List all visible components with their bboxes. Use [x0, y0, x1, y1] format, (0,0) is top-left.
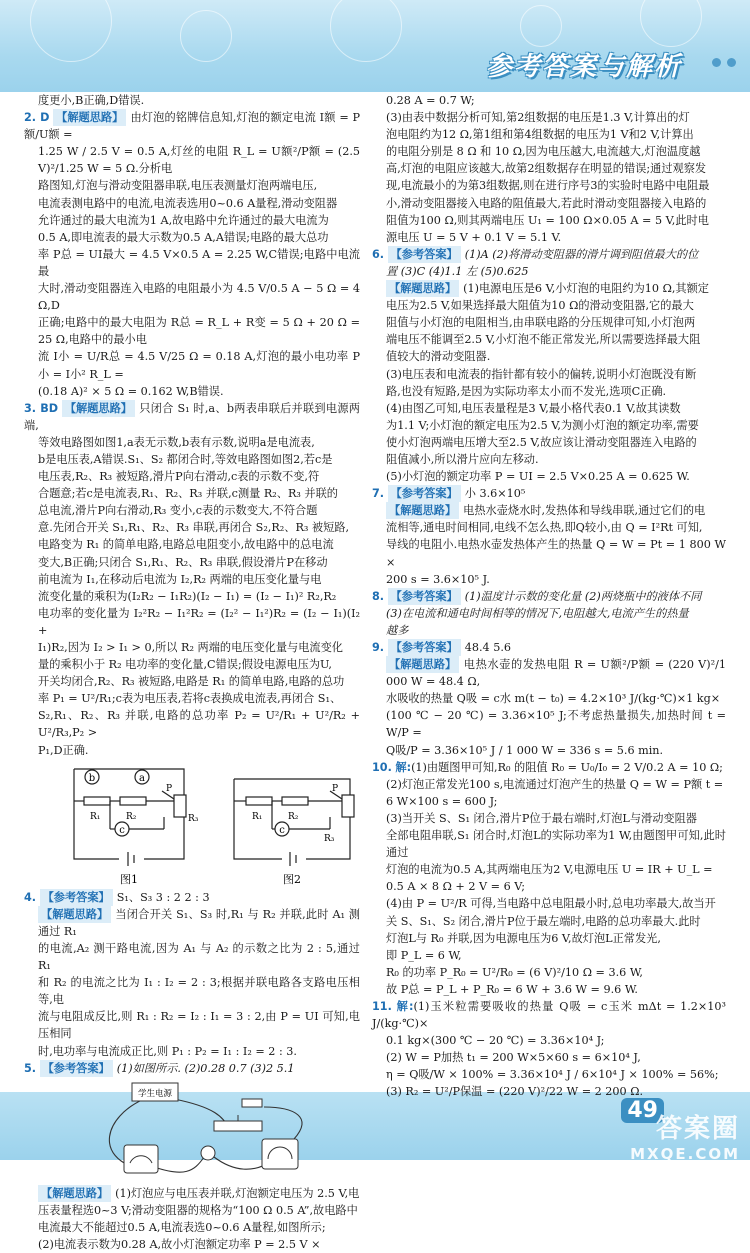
left-column — [24, 92, 360, 1253]
decorative-circle — [330, 0, 402, 62]
text-line: 电热水壶烧水时,发热体和导线串联,通过它们的电 — [463, 504, 706, 518]
text-line: 水吸收的热量 Q吸 = c水 m(t − t₀) = 4.2×10³ J/(kg·℃)×1 kg× — [386, 692, 721, 706]
text-line: 开关均闭合,R₂、R₃ 被短路,电路是 R₁ 的简单电路,电路的总功 — [38, 675, 345, 689]
text-line: I₁)R₂,因为 I₂ > I₁ > 0,所以 R₂ 两端的电压变化量与电流变化 — [38, 641, 343, 654]
text-line: 当闭合开关 S₁、S₃ 时,R₁ 与 R₂ 并联,此时 A₁ 测通过 R₁ — [38, 907, 360, 938]
text-line: P₁,D正确. — [38, 743, 89, 757]
question-11 — [372, 998, 726, 1032]
question-number: 7. — [372, 487, 385, 501]
meter-label-b: b — [88, 772, 96, 784]
text-line: 电流最大不能超过0.5 A,电流表选0~0.6 A量程,如图所示; — [38, 1220, 326, 1234]
question-6 — [372, 246, 726, 263]
text-line: 意.先闭合开关 S₁,R₁、R₂、R₃ 串联,再闭合 S₂,R₂、R₃ 被短路, — [38, 521, 350, 535]
decorative-circle — [520, 5, 562, 47]
ammeter-icon — [124, 1145, 158, 1173]
text-line: 为1.1 V;小灯泡的额定电压为2.5 V,为测小灯泡的额定功率,需要 — [386, 418, 699, 432]
figure-2-caption: 图2 — [283, 872, 301, 886]
text-line: (2) W = P加热 t₁ = 200 W×5×60 s = 6×10⁴ J, — [386, 1051, 641, 1065]
answer-tag: 【参考答案】 — [388, 246, 461, 263]
text-line: (100 ℃ − 20 ℃) = 3.36×10⁵ J;不考虑热量损失,加热时间 t = W/P = — [386, 709, 726, 740]
answer-tag: 【参考答案】 — [388, 588, 461, 605]
page-number: 49 — [621, 1098, 664, 1123]
text-line: 0.1 kg×(300 ℃ − 20 ℃) = 3.36×10⁴ J; — [386, 1034, 605, 1048]
question-3 — [24, 400, 360, 434]
header-title: 参考答案与解析 — [485, 52, 682, 82]
text-line: 总电流,滑片P向右滑动,R₃ 变小,c表的示数变大,不符合题 — [38, 504, 318, 518]
text-line: 电热水壶的发热电阻 R = U额²/P额 = (220 V)²/1 000 W = 48.4 Ω, — [386, 658, 726, 689]
solution-line — [24, 906, 360, 940]
text-line: 高,灯泡的电阻应该越大,故第2组数据存在明显的错误;通过观察发 — [386, 162, 707, 176]
solution-line — [372, 502, 726, 519]
text-line: b是电压表,A错误.S₁、S₂ 都闭合时,等效电路图如图2,若c是 — [38, 452, 333, 466]
text-line: 0.5 A × 8 Ω + 2 V = 6 V; — [386, 880, 525, 894]
text-line: 电流表测电路中的电流,电流表选用0~0.6 A量程,滑动变阻器 — [38, 196, 338, 210]
slider-label-p: P — [166, 783, 173, 794]
text-line: 灯泡L与 R₀ 并联,因为电源电压为6 V,故灯泡L正常发光, — [386, 931, 661, 945]
question-4 — [24, 889, 360, 906]
text-line: 率 P₁ = U²/R₁;c表为电压表,若将c表换成电流表,再闭合 S₁、 — [38, 692, 342, 706]
decorative-circle — [180, 10, 232, 62]
solution-tag: 【解题思路】 — [38, 906, 111, 923]
answer-text: 48.4 5.6 — [464, 641, 512, 654]
slider-label-p: P — [332, 783, 339, 794]
meter-label-c: c — [279, 824, 285, 836]
circuit-diagram — [24, 759, 360, 889]
resistor-label-r1: R₁ — [90, 811, 101, 822]
text-line: 的电阻分别是 8 Ω 和 10 Ω,因为电压越大,电流越大,灯泡温度越 — [386, 145, 701, 159]
text-line: 前电流为 I₁,在移动后电流为 I₂,R₂ 两端的电压变化量与电 — [38, 572, 322, 586]
solution-line — [372, 280, 726, 297]
question-number: 9. — [372, 641, 385, 654]
text-line: 电压表,R₂、R₃ 被短路,滑片P向右滑动,c表的示数不变,符 — [38, 470, 320, 484]
text-line: 流 I小 = U/R总 = 4.5 V/25 Ω = 0.18 A,灯泡的最小电功率 P小 = I小² R_L = — [38, 350, 360, 381]
question-9 — [372, 639, 726, 656]
question-number: 8. — [372, 589, 385, 603]
resistor-label-r3: R₃ — [188, 813, 199, 824]
solution-line — [24, 1185, 360, 1202]
header-band — [0, 0, 750, 92]
text-line: 只闭合 S₁ 时,a、b两表串联后并联到电源两端, — [24, 401, 360, 432]
text-line: 值较大的滑动变阻器. — [386, 350, 491, 364]
solution-tag: 【解题思路】 — [386, 502, 459, 519]
solution-tag: 解: — [395, 760, 412, 774]
question-number: 10. — [372, 760, 392, 774]
rheostat-icon — [214, 1121, 262, 1131]
question-number: 11. — [372, 999, 392, 1013]
text-line: (4)由 P = U²/R 可得,当电路中总电阻最小时,总电功率最大,故当开 — [386, 897, 716, 911]
text-line: 源电压 U = 5 V + 0.1 V = 5.1 V. — [386, 230, 562, 244]
voltmeter-icon — [262, 1139, 298, 1169]
solution-tag: 【解题思路】 — [62, 400, 135, 417]
text-line: 度更小,B正确,D错误. — [38, 94, 145, 107]
question-number: 4. — [24, 890, 37, 904]
text-line: 合题意;若c是电流表,R₁、R₂、R₃ 并联,c测量 R₂、R₃ 并联的 — [38, 487, 338, 501]
text-line: (1)由题图甲可知,R₀ 的阻值 R₀ = U₀/I₀ = 2 V/0.2 A = 10 Ω; — [411, 760, 723, 774]
text-line: 0.5 A,即电流表的最大示数为0.5 A,A错误;电路的最大总功 — [38, 230, 329, 244]
solution-tag: 【解题思路】 — [386, 656, 459, 673]
text-line: 端电压不能调至2.5 V,小灯泡不能正常发光,所以需要选择最大阻 — [386, 333, 701, 347]
meter-label-c: c — [119, 824, 125, 836]
text-line: (1)灯泡应与电压表并联,灯泡额定电压为 2.5 V,电 — [115, 1186, 360, 1200]
text-line: 由灯泡的铭牌信息知,灯泡的额定电流 I额 = P额/U额 = — [24, 111, 360, 142]
figure-1-caption: 图1 — [120, 872, 138, 886]
bulb-icon — [201, 1146, 215, 1160]
text-line: 压表量程选0~3 V;滑动变阻器的规格为“100 Ω 0.5 A”,故电路中 — [38, 1203, 358, 1217]
text-line: 小,滑动变阻器接入电路的阻值最大,若此时滑动变阻器接入电路的 — [386, 196, 707, 210]
text-line: (0.18 A)² × 5 Ω = 0.162 W,B错误. — [38, 384, 224, 398]
answer-text: 越多 — [386, 623, 409, 637]
decorative-circle — [30, 0, 112, 62]
answer-tag: 【参考答案】 — [40, 889, 113, 906]
apparatus-figure — [24, 1077, 360, 1185]
text-line: (1)电源电压是6 V,小灯泡的电阻约为10 Ω,其额定 — [463, 282, 709, 296]
text-line: 使小灯泡两端电压增大至2.5 V,故应该让滑动变阻器连入电路的 — [386, 435, 697, 449]
answer-text: (1)温度计示数的变化量 (2)两烧瓶中的液体不同 — [464, 589, 702, 603]
switch-icon — [242, 1099, 262, 1107]
text-line: 等效电路图如图1,a表无示数,b表有示数,说明a是电流表, — [38, 435, 315, 449]
text-line: 阻值与小灯泡的电阻相当,由串联电路的分压规律可知,小灯泡两 — [386, 316, 696, 330]
question-number: 3. BD — [24, 401, 59, 415]
text-line: 1.25 W / 2.5 V = 0.5 A,灯丝的电阻 R_L = U额²/P额 = (2.5 V)²/1.25 W = 5 Ω.分析电 — [38, 145, 360, 176]
text-line: 允许通过的最大电流为1 A,故电路中允许通过的最大电流为 — [38, 213, 329, 227]
text-line: 故 P总 = P_L + P_R₀ = 6 W + 3.6 W = 9.6 W. — [386, 982, 638, 996]
solution-tag: 解: — [396, 999, 414, 1013]
answer-text: (1)如图所示. (2)0.28 0.7 (3)2 5.1 — [116, 1061, 295, 1075]
watermark-cn: 答案圈 — [655, 1114, 740, 1144]
answer-text: S₁、S₃ 3 : 2 2 : 3 — [116, 890, 210, 904]
meter-label-a: a — [139, 772, 145, 784]
text-line: 泡电阻约为12 Ω,第1组和第4组数据的电压为1 V和2 V,计算出 — [386, 128, 694, 142]
text-line: 电功率的变化量为 I₂²R₂ − I₁²R₂ = (I₂² − I₁²)R₂ = (I₂ − I₁)(I₂ + — [38, 606, 360, 637]
answer-text: 置 (3)C (4)1.1 左 (5)0.625 — [386, 264, 529, 278]
right-column — [372, 92, 726, 1101]
text-line: (1)玉米粒需要吸收的热量 Q吸 = c玉米 mΔt = 1.2×10³ J/(kg·℃)× — [372, 999, 726, 1031]
text-line: 和 R₂ 的电流之比为 I₁ : I₂ = 2 : 3;根据并联电路各支路电压相等,电 — [38, 976, 360, 1007]
solution-tag: 【解题思路】 — [386, 280, 459, 297]
text-line: 大时,滑动变阻器连入电路的电阻最小为 4.5 V/0.5 A − 5 Ω = 4 Ω,D — [38, 282, 360, 313]
text-line: (2)电流表示数为0.28 A,故小灯泡额定功率 P = 2.5 V × — [38, 1237, 321, 1251]
text-line: (3) R₂ = U²/P保温 = (220 V)²/22 W = 2 200 Ω. — [386, 1085, 644, 1099]
text-line: 全部电阻串联,S₁ 闭合时,灯泡L的实际功率为1 W,由题图甲可知,此时通过 — [386, 829, 726, 860]
resistor-label-r1: R₁ — [252, 811, 263, 822]
text-line: (2)灯泡正常发光100 s,电流通过灯泡产生的热量 Q = W = P额 t = — [386, 777, 724, 791]
question-number: 6. — [372, 247, 385, 261]
text-line: (4)由图乙可知,电压表量程是3 V,最小格代表0.1 V,故其读数 — [386, 401, 681, 415]
answer-tag: 【参考答案】 — [40, 1060, 113, 1077]
text-line: (3)由表中数据分析可知,第2组数据的电压是1.3 V,计算出的灯 — [386, 111, 690, 125]
text-line: 导线的电阻小.电热水壶发热体产生的热量 Q = W = Pt = 1 800 W × — [386, 538, 726, 569]
text-line: 现,电流最小的为第3组数据,则在进行序号3的实验时电路中电阻最 — [386, 179, 710, 193]
apparatus-drawing — [24, 1077, 360, 1185]
question-2 — [24, 109, 360, 143]
text-line: 电路变为 R₁ 的简单电路,电路总电阻变小,故电路中的总电流 — [38, 538, 334, 552]
solution-tag: 【解题思路】 — [53, 109, 126, 126]
text-line: S₂,R₁、R₂、R₃ 并联,电路的总功率 P₂ = U²/R₁ + U²/R₂ + U²/R₃,P₂ > — [38, 709, 360, 740]
solution-tag: 【解题思路】 — [38, 1185, 111, 1202]
text-line: 路,也没有短路,是因为实际功率太小而不发光,选项C正确. — [386, 384, 667, 398]
text-line: 0.28 A = 0.7 W; — [386, 94, 475, 107]
answer-tag: 【参考答案】 — [388, 485, 461, 502]
question-number: 2. D — [24, 111, 50, 125]
answer-tag: 【参考答案】 — [388, 639, 461, 656]
text-line: R₀ 的功率 P_R₀ = U²/R₀ = (6 V)²/10 Ω = 3.6 W, — [386, 965, 643, 979]
text-line: Q吸/P = 3.36×10⁵ J / 1 000 W = 336 s = 5.6 min. — [386, 743, 664, 757]
answer-text: (1)A (2)将滑动变阻器的滑片调到阻值最大的位 — [464, 247, 699, 261]
question-8 — [372, 588, 726, 605]
resistor-label-r2: R₂ — [288, 811, 299, 822]
text-line: 阻值为100 Ω,则其两端电压 U₁ = 100 Ω×0.05 A = 5 V,此时电 — [386, 213, 709, 227]
circuit-figures — [24, 759, 360, 889]
power-supply-label: 学生电源 — [137, 1088, 173, 1099]
text-line: 率 P总 = UI最大 = 4.5 V×0.5 A = 2.25 W,C错误;电路中电流最 — [38, 247, 360, 278]
text-line: 变大,B正确;只闭合 S₁,R₁、R₂、R₃ 串联,假设滑片P在移动 — [38, 555, 328, 569]
text-line: (5)小灯泡的额定功率 P = UI = 2.5 V×0.25 A = 0.625 W. — [386, 470, 690, 484]
text-line: 流与电阻成反比,则 R₁ : R₂ = I₂ : I₁ = 3 : 2,由 P = UI 可知,电压相同 — [38, 1010, 360, 1041]
text-line: 路图知,灯泡与滑动变阻器串联,电压表测量灯泡两端电压, — [38, 179, 318, 193]
watermark — [630, 1108, 740, 1163]
resistor-label-r3: R₃ — [324, 833, 335, 844]
answer-text: 小 3.6×10⁵ — [464, 487, 526, 501]
decorative-circle — [640, 0, 702, 47]
resistor-label-r2: R₂ — [126, 811, 137, 822]
text-line: 6 W×100 s = 600 J; — [386, 794, 498, 808]
text-line: (3)电压表和电流表的指针都有较小的偏转,说明小灯泡既没有断 — [386, 367, 697, 381]
text-line: η = Q吸/W × 100% = 3.36×10⁴ J / 6×10⁴ J × 100% = 56%; — [386, 1068, 719, 1082]
text-line: 灯泡的电流为0.5 A,其两端电压为2 V,电源电压 U = IR + U_L = — [386, 863, 713, 877]
question-5 — [24, 1060, 360, 1077]
header-dots — [706, 52, 736, 71]
watermark-en: MXQE.COM — [630, 1145, 740, 1163]
text-line: 量的乘积小于 R₂ 电功率的变化量,C错误;假设电源电压为U, — [38, 658, 332, 672]
text-line: 时,电功率与电流成正比,则 P₁ : P₂ = I₁ : I₂ = 2 : 3. — [38, 1044, 297, 1058]
answer-text: (3)在电流和通电时间相等的情况下,电阻越大,电流产生的热量 — [386, 606, 689, 620]
question-7 — [372, 485, 726, 502]
text-line: 即 P_L = 6 W, — [386, 948, 462, 962]
text-line: 流相等,通电时间相同,电线不怎么热,即Q较小,由 Q = I²Rt 可知, — [386, 521, 703, 535]
question-number: 5. — [24, 1061, 37, 1075]
text-line: 电压为2.5 V,如果选择最大阻值为10 Ω的滑动变阻器,它的最大 — [386, 299, 694, 313]
question-10 — [372, 759, 726, 776]
text-line: 阻值减小,所以滑片应向左移动. — [386, 452, 539, 466]
solution-line — [372, 656, 726, 690]
text-line: 的电流,A₂ 测干路电流,因为 A₁ 与 A₂ 的示数之比为 2 : 5,通过 R₁ — [38, 941, 360, 973]
text-line: 200 s = 3.6×10⁵ J. — [386, 572, 490, 586]
text-line: 关 S、S₁、S₂ 闭合,滑片P位于最左端时,电路的总功率最大.此时 — [386, 914, 701, 928]
text-line: 正确;电路中的最大电阻为 R总 = R_L + R变 = 5 Ω + 20 Ω = 25 Ω,电路中的最小电 — [38, 316, 360, 347]
text-line: 流变化量的乘积为(I₂R₂ − I₁R₂)(I₂ − I₁) = (I₂ − I₁)² R₂,R₂ — [38, 589, 337, 603]
text-line: (3)当开关 S、S₁ 闭合,滑片P位于最右端时,灯泡L与滑动变阻器 — [386, 811, 697, 825]
